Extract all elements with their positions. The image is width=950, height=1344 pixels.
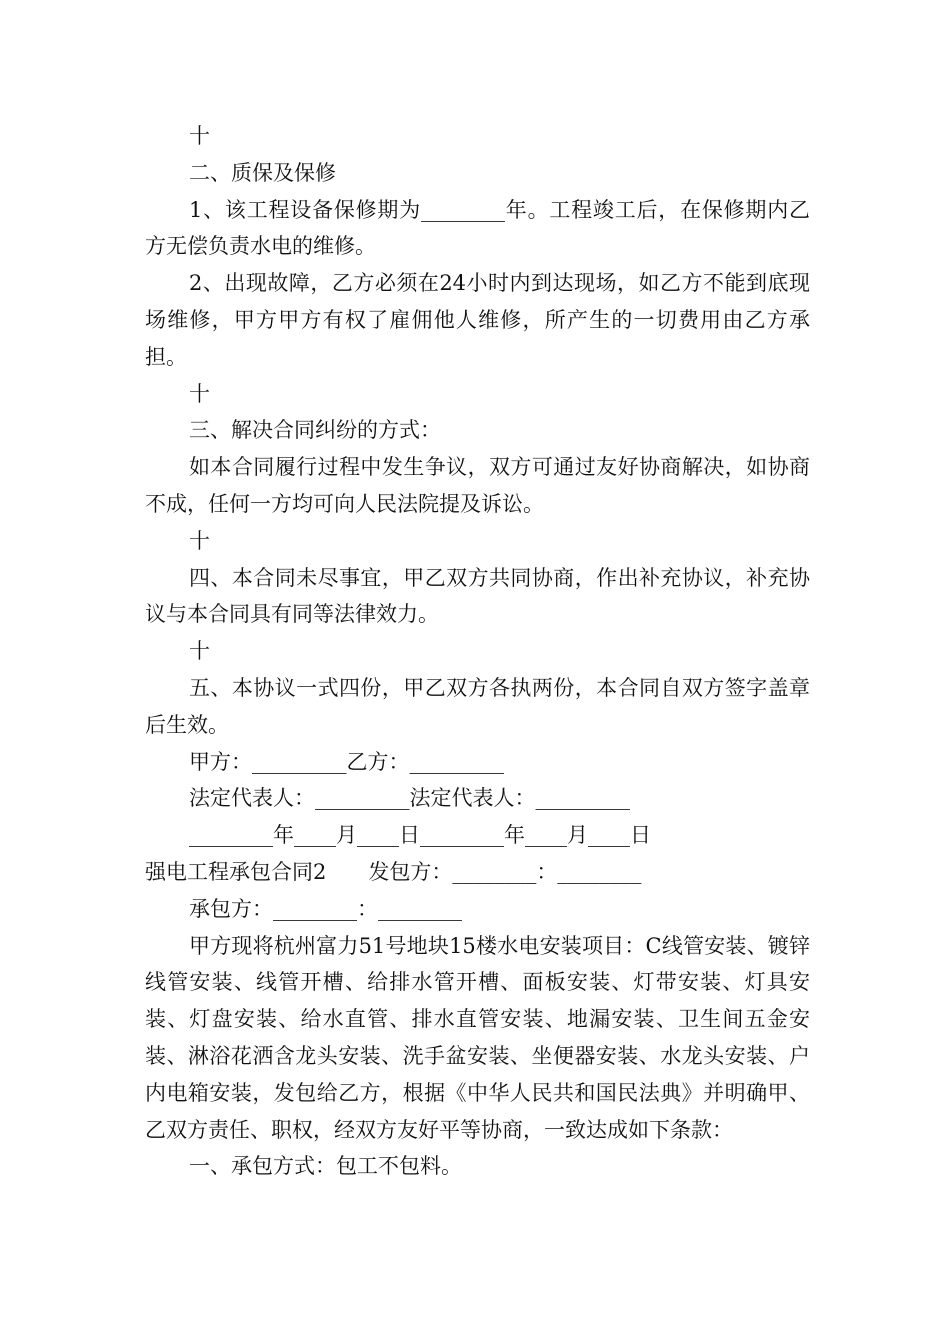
paragraph-section-marker: 十 <box>189 528 210 553</box>
paragraph-section-marker: 十 <box>189 381 210 406</box>
heading-dispute-resolution: 三、解决合同纠纷的方式： <box>189 418 441 443</box>
heading-warranty: 二、质保及保修 <box>189 160 336 185</box>
signature-representatives-line: 法定代表人：_________法定代表人：_________ <box>189 786 630 811</box>
signature-parties-line: 甲方：_________乙方：_________ <box>189 749 504 774</box>
paragraph-dispute-resolution: 如本合同履行过程中发生争议，双方可通过友好协商解决，如协商不成，任何一方均可向人民法院提及诉讼。 <box>145 455 810 516</box>
signature-date-line: ________年____月____日________年____月____日 <box>189 823 651 848</box>
paragraph-contract-method: 一、承包方式：包工不包料。 <box>189 1154 462 1179</box>
contract-title-employer-line: 强电工程承包合同2 发包方：________：________ <box>145 859 642 884</box>
paragraph-warranty-period: 1、该工程设备保修期为________年。工程竣工后，在保修期内乙方无偿负责水电的维修。 <box>145 197 810 259</box>
paragraph-project-scope: 甲方现将杭州富力51号地块15楼水电安装项目：C线管安装、镀锌线管安装、线管开槽、给排水管开槽、面板安装、灯带安装、灯具安装、灯盘安装、给水直管、排水直管安装、地漏安装、卫生间五金安装、淋浴花洒含龙头安装、洗手盆安装、坐便器安装、水龙头安装、户内电箱安装，发包给乙方，根据《中华人民共和国民法典》并明确甲、乙双方责任、职权，经双方友好平等协商，一致达成如下条款： <box>145 933 810 1142</box>
paragraph-copies-effective: 五、本协议一式四份，甲乙双方各执两份，本合同自双方签字盖章后生效。 <box>145 675 810 737</box>
paragraph-supplementary-agreement: 四、本合同未尽事宜，甲乙双方共同协商，作出补充协议，补充协议与本合同具有同等法律效力。 <box>145 565 810 627</box>
document-body <box>145 118 810 1185</box>
paragraph-fault-response: 2、出现故障，乙方必须在24小时内到达现场，如乙方不能到底现场维修，甲方甲方有权了雇佣他人维修，所产生的一切费用由乙方承担。 <box>145 271 810 369</box>
contractor-line: 承包方：________：________ <box>189 896 462 921</box>
paragraph-section-marker: 十 <box>189 639 210 664</box>
paragraph-section-marker: 十 <box>189 124 210 148</box>
